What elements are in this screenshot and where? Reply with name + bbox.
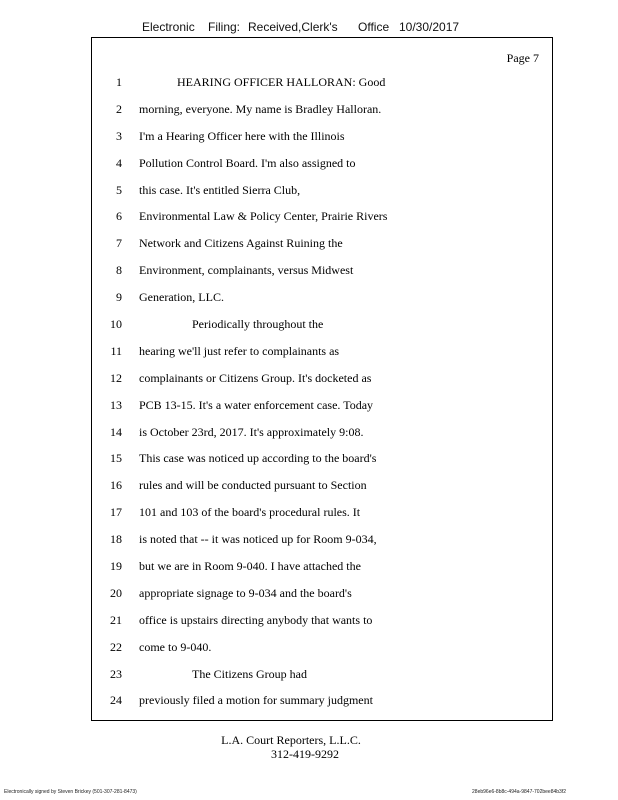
line-number: 6 — [116, 209, 122, 224]
line-text: The Citizens Group had — [192, 666, 307, 681]
filing-header-filing: Filing: — [208, 20, 241, 34]
line-number: 20 — [110, 585, 122, 600]
transcript-line — [92, 257, 552, 284]
filing-header-date: 10/30/2017 — [399, 20, 460, 34]
transcript-line — [92, 634, 552, 661]
line-text: hearing we'll just refer to complainants as — [139, 343, 340, 358]
transcript-line — [92, 96, 552, 123]
transcript-line — [92, 472, 552, 499]
line-number: 19 — [110, 559, 122, 574]
transcript-line — [92, 499, 552, 526]
transcript-line — [92, 526, 552, 553]
transcript-line — [92, 230, 552, 257]
document-hash: 28eb96e6-8b8c-494a-9847-702bee84b3f2 — [472, 789, 566, 795]
line-text: 101 and 103 of the board's procedural rules. It — [139, 505, 361, 520]
line-number: 15 — [110, 451, 122, 466]
line-number: 12 — [110, 370, 122, 385]
line-text: this case. It's entitled Sierra Club, — [139, 182, 301, 197]
transcript-line — [92, 311, 552, 338]
line-text: complainants or Citizens Group. It's docketed as — [139, 370, 372, 385]
transcript-line — [92, 419, 552, 446]
line-number: 10 — [110, 317, 122, 332]
line-number: 8 — [116, 263, 122, 278]
filing-header-received: Received,Clerk's — [248, 20, 338, 34]
line-text: PCB 13-15. It's a water enforcement case. Today — [139, 397, 374, 412]
line-text: I'm a Hearing Officer here with the Illinois — [139, 128, 345, 143]
line-number: 5 — [116, 182, 122, 197]
line-number: 7 — [116, 236, 122, 251]
line-text: rules and will be conducted pursuant to Section — [139, 478, 367, 493]
transcript-line — [92, 150, 552, 177]
transcript-line — [92, 69, 552, 96]
line-text: Environment, complainants, versus Midwest — [139, 263, 354, 278]
electronic-signature: Electronically signed by Steven Brickey (501-307-281-8473) — [4, 789, 137, 795]
filing-header-electronic: Electronic — [142, 20, 195, 34]
line-text: Network and Citizens Against Ruining the — [139, 236, 343, 251]
transcript-body — [92, 69, 552, 714]
line-number: 16 — [110, 478, 122, 493]
line-text: appropriate signage to 9-034 and the board's — [139, 585, 352, 600]
transcript-line — [92, 445, 552, 472]
transcript-line — [92, 338, 552, 365]
line-number: 13 — [110, 397, 122, 412]
line-number: 23 — [110, 666, 122, 681]
line-text: is noted that -- it was noticed up for Room 9-034, — [139, 532, 377, 547]
transcript-line — [92, 177, 552, 204]
transcript-line — [92, 607, 552, 634]
line-text: Environmental Law & Policy Center, Prairie Rivers — [139, 209, 388, 224]
line-text: but we are in Room 9-040. I have attached the — [139, 559, 361, 574]
line-number: 24 — [110, 693, 122, 708]
line-number: 3 — [116, 128, 122, 143]
transcript-line — [92, 687, 552, 714]
line-text: Generation, LLC. — [139, 290, 224, 305]
line-text: come to 9-040. — [139, 639, 212, 654]
line-text: Periodically throughout the — [192, 317, 324, 332]
page-number: Page 7 — [506, 51, 539, 65]
filing-header — [0, 20, 618, 38]
transcript-line — [92, 392, 552, 419]
line-number: 17 — [110, 505, 122, 520]
transcript-line — [92, 661, 552, 688]
line-number: 21 — [110, 612, 122, 627]
line-text: This case was noticed up according to the board's — [139, 451, 377, 466]
line-number: 22 — [110, 639, 122, 654]
line-text: Pollution Control Board. I'm also assigned to — [139, 155, 356, 170]
line-text: is October 23rd, 2017. It's approximately 9:08. — [139, 424, 364, 439]
transcript-line — [92, 284, 552, 311]
line-text: office is upstairs directing anybody that wants to — [139, 612, 373, 627]
transcript-line — [92, 553, 552, 580]
line-number: 2 — [116, 101, 122, 116]
transcript-line — [92, 203, 552, 230]
filing-header-office: Office — [358, 20, 390, 34]
line-number: 1 — [116, 75, 122, 89]
transcript-line — [92, 580, 552, 607]
reporter-phone: 312-419-9292 — [271, 747, 339, 761]
line-number: 18 — [110, 532, 122, 547]
line-number: 9 — [116, 290, 122, 305]
line-text: HEARING OFFICER HALLORAN: Good — [177, 75, 386, 89]
transcript-line — [92, 365, 552, 392]
line-number: 4 — [116, 155, 122, 170]
transcript-line — [92, 123, 552, 150]
transcript-page — [91, 37, 553, 721]
line-number: 14 — [110, 424, 122, 439]
line-number: 11 — [110, 343, 122, 358]
line-text: previously filed a motion for summary judgment — [139, 693, 373, 708]
line-text: morning, everyone. My name is Bradley Halloran. — [139, 101, 382, 116]
reporter-company: L.A. Court Reporters, L.L.C. — [221, 733, 361, 747]
